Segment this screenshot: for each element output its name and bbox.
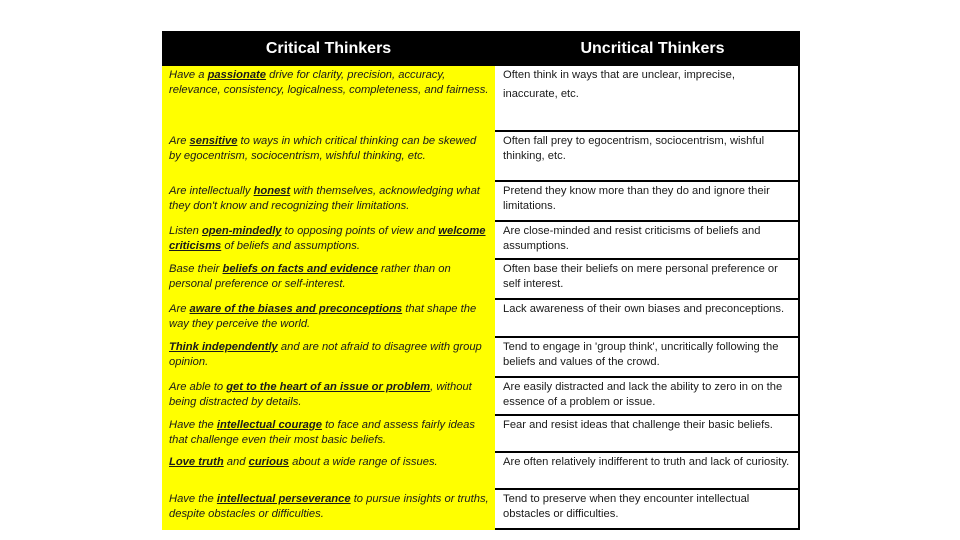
table-row	[162, 378, 800, 416]
critical-trait-cell	[162, 132, 495, 182]
table-row	[162, 338, 800, 378]
key-trait: get to the heart of an issue or problem	[226, 381, 431, 393]
trait-text: with themselves, acknowledging what they don't know and recognizing their limitations.	[169, 185, 480, 212]
table-row	[162, 300, 800, 338]
trait-text: Are	[169, 303, 190, 315]
key-trait: welcome criticisms	[169, 225, 486, 252]
table-header	[162, 31, 800, 66]
key-trait: Think independently	[169, 341, 278, 353]
header-uncritical-thinkers: Uncritical Thinkers	[580, 39, 725, 57]
trait-text: to opposing points of view and	[281, 225, 439, 237]
trait-text: Are	[169, 135, 190, 147]
trait-text: of beliefs and assumptions.	[221, 239, 360, 252]
uncritical-trait-cell: Are often relatively indifferent to truth and lack of curiosity.	[495, 453, 800, 490]
trait-text: and	[223, 456, 249, 468]
critical-trait-cell	[162, 378, 495, 416]
uncritical-trait-cell: Often base their beliefs on mere personal preference or self interest.	[495, 260, 800, 300]
uncritical-trait-cell: Pretend they know more than they do and ignore their limitations.	[495, 182, 800, 222]
trait-text: Have the	[169, 419, 217, 431]
critical-trait-cell	[162, 260, 495, 300]
key-trait: Love truth	[169, 456, 224, 468]
critical-trait-cell	[162, 182, 495, 222]
uncritical-trait-cell: Fear and resist ideas that challenge their basic beliefs.	[495, 416, 800, 453]
trait-text: Base their	[169, 263, 223, 275]
key-trait: curious	[248, 456, 290, 468]
table-row	[162, 453, 800, 490]
trait-text: Have a	[169, 69, 208, 81]
key-trait: honest	[253, 185, 291, 197]
trait-text: and are not afraid to disagree with group opinion.	[169, 341, 482, 368]
critical-trait-cell	[162, 222, 495, 260]
critical-trait-cell	[162, 416, 495, 453]
uncritical-trait-cell: Tend to preserve when they encounter intellectual obstacles or difficulties.	[495, 490, 800, 530]
key-trait: intellectual courage	[216, 419, 322, 431]
uncritical-trait-cell: Are close-minded and resist criticisms of beliefs and assumptions.	[495, 222, 800, 260]
key-trait: open-mindedly	[201, 225, 282, 237]
key-trait: sensitive	[189, 135, 238, 147]
critical-trait-cell	[162, 338, 495, 378]
header-critical-thinkers: Critical Thinkers	[265, 39, 392, 57]
critical-trait-cell	[162, 300, 495, 338]
trait-text: to ways in which critical thinking can be skewed by egocentrism, sociocentrism, wishful thinking, etc.	[169, 135, 477, 162]
trait-text: Have the	[169, 493, 217, 505]
trait-text: , without being distracted by details.	[169, 381, 472, 408]
key-trait: intellectual perseverance	[216, 493, 351, 505]
uncritical-trait-cell: Are easily distracted and lack the ability to zero in on the essence of a problem or issue.	[495, 378, 800, 416]
trait-text: to pursue insights or truths, despite obstacles or difficulties.	[169, 493, 489, 520]
table-body	[162, 66, 800, 530]
table-row	[162, 222, 800, 260]
trait-text: Are able to	[169, 381, 227, 393]
critical-trait-cell	[162, 453, 495, 490]
table-row	[162, 490, 800, 530]
trait-text: that shape the way they perceive the world.	[169, 303, 477, 330]
key-trait: passionate	[207, 69, 267, 81]
trait-text: Are intellectually	[169, 185, 254, 197]
uncritical-trait-cell: Lack awareness of their own biases and preconceptions.	[495, 300, 800, 338]
trait-text: to face and assess fairly ideas that challenge even their most basic beliefs.	[169, 419, 475, 446]
key-trait: aware of the biases and preconceptions	[189, 303, 403, 315]
table-row	[162, 182, 800, 222]
trait-text: about a wide range of issues.	[289, 456, 438, 468]
table-row	[162, 260, 800, 300]
trait-text: drive for clarity, precision, accuracy, relevance, consistency, logicalness, completeness, and fairness.	[169, 69, 489, 96]
uncritical-trait-cell: Tend to engage in 'group think', uncritically following the beliefs and values of the crowd.	[495, 338, 800, 378]
table-row	[162, 132, 800, 182]
comparison-table	[162, 31, 800, 530]
trait-text: Listen	[169, 225, 202, 237]
critical-trait-cell	[162, 66, 495, 132]
uncritical-trait-cell: Often fall prey to egocentrism, sociocentrism, wishful thinking, etc.	[495, 132, 800, 182]
uncritical-trait-cell: Often think in ways that are unclear, imprecise, inaccurate, etc.	[495, 66, 800, 132]
table-row	[162, 416, 800, 453]
critical-trait-cell	[162, 490, 495, 530]
table-row	[162, 66, 800, 132]
key-trait: beliefs on facts and evidence	[222, 263, 378, 275]
trait-text: rather than on personal preference or self-interest.	[169, 263, 451, 290]
